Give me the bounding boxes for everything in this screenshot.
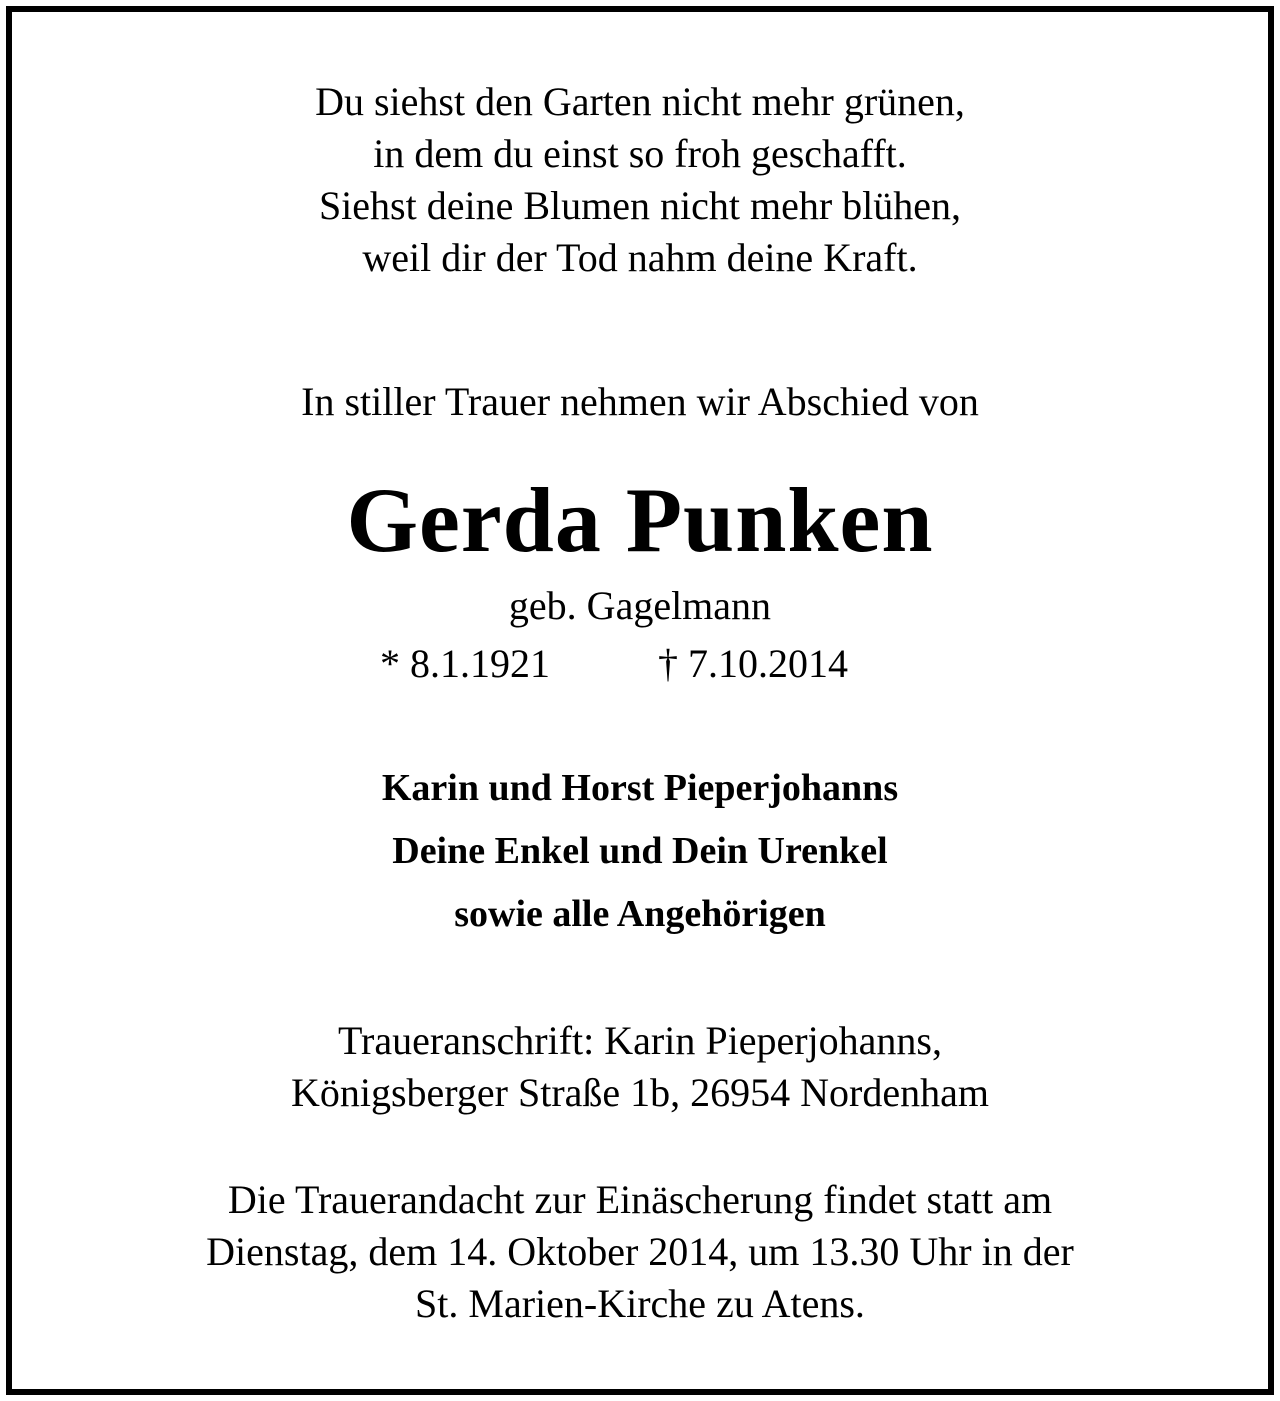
mourner-line: sowie alle Angehörigen — [454, 893, 826, 935]
poem-line: weil dir der Tod nahm deine Kraft. — [362, 235, 918, 280]
birth-date: * 8.1.1921 — [380, 641, 550, 686]
deceased-name: Gerda Punken — [346, 469, 934, 571]
death-date: † 7.10.2014 — [658, 641, 848, 686]
service-line: Dienstag, dem 14. Oktober 2014, um 13.30 Uhr in der — [206, 1229, 1074, 1274]
life-dates — [0, 640, 1280, 688]
address-line: Königsberger Straße 1b, 26954 Nordenham — [290, 1070, 989, 1115]
mourner-line: Deine Enkel und Dein Urenkel — [392, 830, 888, 872]
poem-line: in dem du einst so froh geschafft. — [373, 131, 907, 176]
poem-line: Siehst deine Blumen nicht mehr blühen, — [318, 183, 962, 228]
farewell-intro: In stiller Trauer nehmen wir Abschied von — [301, 379, 979, 424]
service-line: Die Trauerandacht zur Einäscherung findet statt am — [227, 1177, 1053, 1222]
address-line: Traueranschrift: Karin Pieperjohanns, — [338, 1018, 942, 1063]
maiden-name: geb. Gagelmann — [508, 583, 772, 628]
mourner-line: Karin und Horst Pieperjohanns — [381, 767, 899, 809]
service-line: St. Marien-Kirche zu Atens. — [415, 1281, 865, 1326]
poem-line: Du siehst den Garten nicht mehr grünen, — [315, 79, 965, 124]
